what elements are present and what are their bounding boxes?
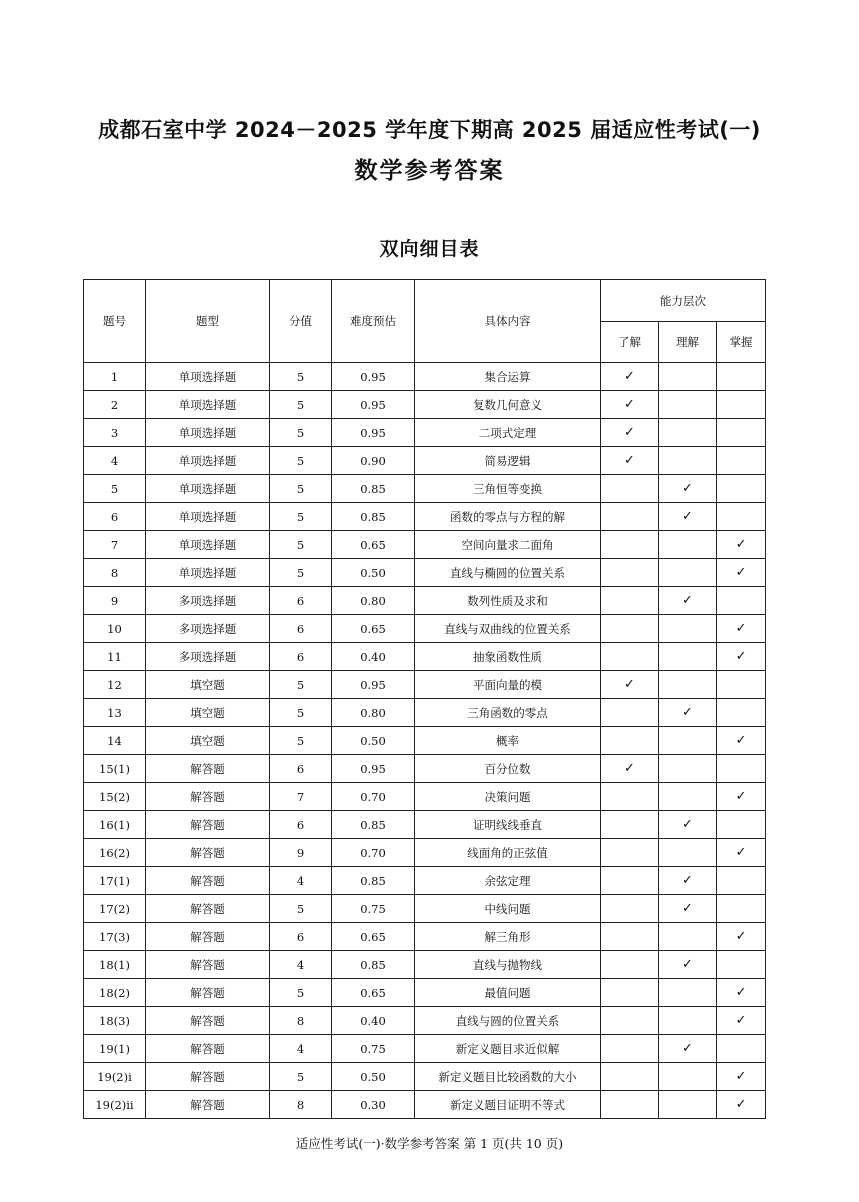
question-type-cell: 解答题 <box>146 1063 270 1091</box>
ability-level-cell <box>659 895 717 923</box>
difficulty-cell: 0.95 <box>332 755 415 783</box>
table-row <box>84 1007 766 1035</box>
check-mark-icon: ✓ <box>624 425 635 440</box>
difficulty-cell: 0.70 <box>332 839 415 867</box>
check-mark-icon: ✓ <box>735 649 747 664</box>
ability-level-cell <box>717 447 766 475</box>
ability-level-cell <box>659 671 717 699</box>
score-cell: 8 <box>270 1007 332 1035</box>
table-row <box>84 671 766 699</box>
ability-level-cell <box>717 475 766 503</box>
score-cell: 5 <box>270 559 332 587</box>
table-row <box>84 503 766 531</box>
question-number-cell: 15(2) <box>84 783 146 811</box>
question-number-cell: 19(1) <box>84 1035 146 1063</box>
check-mark-icon: ✓ <box>624 761 635 776</box>
table-row <box>84 615 766 643</box>
difficulty-cell: 0.95 <box>332 363 415 391</box>
ability-level-cell <box>601 1007 659 1035</box>
difficulty-cell: 0.50 <box>332 1063 415 1091</box>
content-cell: 直线与双曲线的位置关系 <box>415 615 601 643</box>
ability-level-cell <box>717 867 766 895</box>
check-mark-icon: ✓ <box>682 873 693 888</box>
question-number-cell: 6 <box>84 503 146 531</box>
question-type-cell: 解答题 <box>146 783 270 811</box>
question-type-cell: 多项选择题 <box>146 643 270 671</box>
ability-level-cell <box>659 951 717 979</box>
ability-level-cell <box>601 503 659 531</box>
question-number-cell: 18(1) <box>84 951 146 979</box>
difficulty-cell: 0.75 <box>332 895 415 923</box>
content-cell: 证明线线垂直 <box>415 811 601 839</box>
table-row <box>84 811 766 839</box>
ability-level-cell <box>717 587 766 615</box>
question-type-cell: 解答题 <box>146 755 270 783</box>
content-cell: 直线与椭圆的位置关系 <box>415 559 601 587</box>
question-type-cell: 单项选择题 <box>146 503 270 531</box>
ability-level-cell <box>601 531 659 559</box>
score-cell: 7 <box>270 783 332 811</box>
ability-level-cell <box>659 391 717 419</box>
content-cell: 中线问题 <box>415 895 601 923</box>
ability-level-cell <box>659 503 717 531</box>
ability-level-cell <box>717 811 766 839</box>
ability-level-cell <box>717 1063 766 1091</box>
check-mark-icon: ✓ <box>624 453 635 468</box>
question-number-cell: 1 <box>84 363 146 391</box>
score-cell: 5 <box>270 895 332 923</box>
difficulty-cell: 0.85 <box>332 475 415 503</box>
question-type-cell: 单项选择题 <box>146 559 270 587</box>
check-mark-icon: ✓ <box>682 705 693 720</box>
content-cell: 数列性质及求和 <box>415 587 601 615</box>
question-number-cell: 19(2)ⅱ <box>84 1091 146 1119</box>
ability-level-cell <box>717 531 766 559</box>
ability-level-cell <box>601 475 659 503</box>
answer-key-title: 数学参考答案 <box>354 158 505 184</box>
score-cell: 6 <box>270 755 332 783</box>
table-row <box>84 1035 766 1063</box>
score-cell: 5 <box>270 727 332 755</box>
question-number-cell: 12 <box>84 671 146 699</box>
score-cell: 5 <box>270 391 332 419</box>
content-cell: 新定义题目比较函数的大小 <box>415 1063 601 1091</box>
ability-level-cell <box>601 951 659 979</box>
question-type-cell: 解答题 <box>146 1091 270 1119</box>
check-mark-icon: ✓ <box>682 901 693 916</box>
page-footer: 适应性考试(一)·数学参考答案 第 1 页(共 10 页) <box>295 1136 564 1151</box>
header-difficulty: 难度预估 <box>332 280 415 363</box>
table-row <box>84 475 766 503</box>
check-mark-icon: ✓ <box>735 929 747 944</box>
ability-level-cell <box>601 447 659 475</box>
check-mark-icon: ✓ <box>624 397 635 412</box>
difficulty-cell: 0.30 <box>332 1091 415 1119</box>
score-cell: 6 <box>270 587 332 615</box>
ability-level-cell <box>659 643 717 671</box>
table-row <box>84 951 766 979</box>
ability-level-cell <box>601 391 659 419</box>
difficulty-cell: 0.40 <box>332 643 415 671</box>
check-mark-icon: ✓ <box>682 957 693 972</box>
table-body <box>84 363 766 1119</box>
score-cell: 4 <box>270 1035 332 1063</box>
content-cell: 新定义题目求近似解 <box>415 1035 601 1063</box>
ability-level-cell <box>717 615 766 643</box>
table-row <box>84 979 766 1007</box>
difficulty-cell: 0.70 <box>332 783 415 811</box>
difficulty-cell: 0.50 <box>332 727 415 755</box>
content-cell: 直线与圆的位置关系 <box>415 1007 601 1035</box>
ability-level-cell <box>659 727 717 755</box>
score-cell: 5 <box>270 503 332 531</box>
ability-level-cell <box>717 1091 766 1119</box>
question-number-cell: 13 <box>84 699 146 727</box>
ability-level-cell <box>717 951 766 979</box>
score-cell: 9 <box>270 839 332 867</box>
score-cell: 5 <box>270 419 332 447</box>
difficulty-cell: 0.50 <box>332 559 415 587</box>
ability-level-cell <box>659 531 717 559</box>
ability-level-cell <box>601 923 659 951</box>
table-title: 双向细目表 <box>379 238 480 260</box>
ability-level-cell <box>601 671 659 699</box>
ability-level-cell <box>601 1063 659 1091</box>
content-cell: 最值问题 <box>415 979 601 1007</box>
score-cell: 4 <box>270 951 332 979</box>
score-cell: 8 <box>270 1091 332 1119</box>
question-type-cell: 解答题 <box>146 979 270 1007</box>
ability-level-cell <box>659 447 717 475</box>
question-type-cell: 单项选择题 <box>146 531 270 559</box>
difficulty-cell: 0.65 <box>332 531 415 559</box>
score-cell: 5 <box>270 699 332 727</box>
ability-level-cell <box>601 699 659 727</box>
content-cell: 三角恒等变换 <box>415 475 601 503</box>
difficulty-cell: 0.85 <box>332 811 415 839</box>
question-number-cell: 9 <box>84 587 146 615</box>
question-type-cell: 单项选择题 <box>146 475 270 503</box>
content-cell: 直线与抛物线 <box>415 951 601 979</box>
difficulty-cell: 0.85 <box>332 951 415 979</box>
ability-level-cell <box>659 755 717 783</box>
question-number-cell: 18(3) <box>84 1007 146 1035</box>
check-mark-icon: ✓ <box>735 565 747 580</box>
header-type: 题型 <box>146 280 270 363</box>
question-type-cell: 填空题 <box>146 671 270 699</box>
ability-level-cell <box>601 419 659 447</box>
question-type-cell: 解答题 <box>146 1035 270 1063</box>
ability-level-cell <box>601 811 659 839</box>
check-mark-icon: ✓ <box>624 677 635 692</box>
ability-level-cell <box>717 727 766 755</box>
header-ability: 能力层次 <box>601 280 766 322</box>
ability-level-cell <box>659 699 717 727</box>
ability-level-cell <box>659 1091 717 1119</box>
difficulty-cell: 0.95 <box>332 419 415 447</box>
header-level-understand-basic: 了解 <box>601 322 659 363</box>
question-type-cell: 填空题 <box>146 727 270 755</box>
question-type-cell: 多项选择题 <box>146 587 270 615</box>
content-cell: 集合运算 <box>415 363 601 391</box>
check-mark-icon: ✓ <box>682 1041 693 1056</box>
check-mark-icon: ✓ <box>735 733 747 748</box>
content-cell: 余弦定理 <box>415 867 601 895</box>
question-number-cell: 10 <box>84 615 146 643</box>
table-row <box>84 363 766 391</box>
question-type-cell: 多项选择题 <box>146 615 270 643</box>
table-row <box>84 419 766 447</box>
question-number-cell: 8 <box>84 559 146 587</box>
question-type-cell: 解答题 <box>146 867 270 895</box>
score-cell: 5 <box>270 531 332 559</box>
content-cell: 抽象函数性质 <box>415 643 601 671</box>
content-cell: 三角函数的零点 <box>415 699 601 727</box>
ability-level-cell <box>659 363 717 391</box>
score-cell: 5 <box>270 671 332 699</box>
content-cell: 新定义题目证明不等式 <box>415 1091 601 1119</box>
score-cell: 6 <box>270 811 332 839</box>
check-mark-icon: ✓ <box>735 789 747 804</box>
question-type-cell: 解答题 <box>146 811 270 839</box>
table-row <box>84 447 766 475</box>
score-cell: 6 <box>270 923 332 951</box>
ability-level-cell <box>659 615 717 643</box>
score-cell: 5 <box>270 363 332 391</box>
ability-level-cell <box>601 1091 659 1119</box>
question-type-cell: 解答题 <box>146 923 270 951</box>
content-cell: 复数几何意义 <box>415 391 601 419</box>
difficulty-cell: 0.95 <box>332 391 415 419</box>
ability-level-cell <box>717 839 766 867</box>
ability-level-cell <box>717 979 766 1007</box>
ability-level-cell <box>601 895 659 923</box>
header-level-comprehend: 理解 <box>659 322 717 363</box>
table-row <box>84 391 766 419</box>
ability-level-cell <box>717 1035 766 1063</box>
table-row <box>84 755 766 783</box>
check-mark-icon: ✓ <box>682 509 693 524</box>
content-cell: 二项式定理 <box>415 419 601 447</box>
ability-level-cell <box>717 671 766 699</box>
content-cell: 解三角形 <box>415 923 601 951</box>
score-cell: 5 <box>270 447 332 475</box>
ability-level-cell <box>717 1007 766 1035</box>
check-mark-icon: ✓ <box>735 1013 747 1028</box>
table-row <box>84 923 766 951</box>
question-number-cell: 17(1) <box>84 867 146 895</box>
question-type-cell: 填空题 <box>146 699 270 727</box>
score-cell: 6 <box>270 615 332 643</box>
ability-level-cell <box>601 755 659 783</box>
difficulty-cell: 0.80 <box>332 587 415 615</box>
header-number: 题号 <box>84 280 146 363</box>
table-row <box>84 783 766 811</box>
ability-level-cell <box>659 1035 717 1063</box>
question-number-cell: 3 <box>84 419 146 447</box>
ability-level-cell <box>601 559 659 587</box>
score-cell: 5 <box>270 979 332 1007</box>
ability-level-cell <box>717 559 766 587</box>
question-number-cell: 16(1) <box>84 811 146 839</box>
question-type-cell: 解答题 <box>146 895 270 923</box>
ability-level-cell <box>601 727 659 755</box>
ability-level-cell <box>601 363 659 391</box>
content-cell: 函数的零点与方程的解 <box>415 503 601 531</box>
check-mark-icon: ✓ <box>735 985 747 1000</box>
check-mark-icon: ✓ <box>735 621 747 636</box>
ability-level-cell <box>659 839 717 867</box>
ability-level-cell <box>601 643 659 671</box>
check-mark-icon: ✓ <box>624 369 635 384</box>
check-mark-icon: ✓ <box>735 1097 747 1112</box>
ability-level-cell <box>717 783 766 811</box>
ability-level-cell <box>717 643 766 671</box>
difficulty-cell: 0.85 <box>332 867 415 895</box>
question-number-cell: 15(1) <box>84 755 146 783</box>
difficulty-cell: 0.90 <box>332 447 415 475</box>
difficulty-cell: 0.95 <box>332 671 415 699</box>
question-number-cell: 14 <box>84 727 146 755</box>
ability-level-cell <box>659 783 717 811</box>
ability-level-cell <box>659 1007 717 1035</box>
question-number-cell: 16(2) <box>84 839 146 867</box>
ability-level-cell <box>659 811 717 839</box>
ability-level-cell <box>659 587 717 615</box>
question-number-cell: 18(2) <box>84 979 146 1007</box>
content-cell: 概率 <box>415 727 601 755</box>
specification-table <box>83 279 766 1119</box>
difficulty-cell: 0.65 <box>332 615 415 643</box>
question-number-cell: 2 <box>84 391 146 419</box>
question-number-cell: 7 <box>84 531 146 559</box>
question-type-cell: 单项选择题 <box>146 447 270 475</box>
difficulty-cell: 0.80 <box>332 699 415 727</box>
table-row <box>84 559 766 587</box>
score-cell: 6 <box>270 643 332 671</box>
ability-level-cell <box>659 1063 717 1091</box>
ability-level-cell <box>601 1035 659 1063</box>
ability-level-cell <box>601 783 659 811</box>
ability-level-cell <box>717 923 766 951</box>
ability-level-cell <box>659 979 717 1007</box>
table-row <box>84 699 766 727</box>
check-mark-icon: ✓ <box>682 481 693 496</box>
ability-level-cell <box>601 615 659 643</box>
question-type-cell: 单项选择题 <box>146 419 270 447</box>
content-cell: 简易逻辑 <box>415 447 601 475</box>
ability-level-cell <box>601 867 659 895</box>
difficulty-cell: 0.40 <box>332 1007 415 1035</box>
ability-level-cell <box>717 391 766 419</box>
difficulty-cell: 0.65 <box>332 979 415 1007</box>
ability-level-cell <box>601 587 659 615</box>
ability-level-cell <box>717 363 766 391</box>
ability-level-cell <box>717 503 766 531</box>
question-number-cell: 19(2)ⅰ <box>84 1063 146 1091</box>
header-level-master: 掌握 <box>717 322 766 363</box>
table-row <box>84 895 766 923</box>
difficulty-cell: 0.85 <box>332 503 415 531</box>
ability-level-cell <box>659 419 717 447</box>
table-row <box>84 587 766 615</box>
question-number-cell: 4 <box>84 447 146 475</box>
check-mark-icon: ✓ <box>682 817 693 832</box>
exam-title: 成都石室中学 2024－2025 学年度下期高 2025 届适应性考试(一) <box>98 118 761 142</box>
ability-level-cell <box>659 867 717 895</box>
ability-level-cell <box>601 839 659 867</box>
header-content: 具体内容 <box>415 280 601 363</box>
score-cell: 5 <box>270 1063 332 1091</box>
ability-level-cell <box>717 419 766 447</box>
question-type-cell: 解答题 <box>146 951 270 979</box>
question-number-cell: 11 <box>84 643 146 671</box>
table-row <box>84 1091 766 1119</box>
ability-level-cell <box>659 559 717 587</box>
question-type-cell: 单项选择题 <box>146 363 270 391</box>
table-row <box>84 867 766 895</box>
table-row <box>84 1063 766 1091</box>
content-cell: 线面角的正弦值 <box>415 839 601 867</box>
difficulty-cell: 0.65 <box>332 923 415 951</box>
ability-level-cell <box>717 895 766 923</box>
table-row <box>84 643 766 671</box>
question-number-cell: 17(3) <box>84 923 146 951</box>
ability-level-cell <box>601 979 659 1007</box>
difficulty-cell: 0.75 <box>332 1035 415 1063</box>
question-type-cell: 解答题 <box>146 839 270 867</box>
check-mark-icon: ✓ <box>735 537 747 552</box>
question-number-cell: 5 <box>84 475 146 503</box>
question-number-cell: 17(2) <box>84 895 146 923</box>
table-row <box>84 727 766 755</box>
ability-level-cell <box>717 755 766 783</box>
content-cell: 空间向量求二面角 <box>415 531 601 559</box>
content-cell: 平面向量的模 <box>415 671 601 699</box>
content-cell: 决策问题 <box>415 783 601 811</box>
question-type-cell: 解答题 <box>146 1007 270 1035</box>
check-mark-icon: ✓ <box>735 845 747 860</box>
ability-level-cell <box>717 699 766 727</box>
question-type-cell: 单项选择题 <box>146 391 270 419</box>
header-score: 分值 <box>270 280 332 363</box>
content-cell: 百分位数 <box>415 755 601 783</box>
ability-level-cell <box>659 475 717 503</box>
table-row <box>84 531 766 559</box>
score-cell: 4 <box>270 867 332 895</box>
table-row <box>84 839 766 867</box>
ability-level-cell <box>659 923 717 951</box>
check-mark-icon: ✓ <box>735 1069 747 1084</box>
score-cell: 5 <box>270 475 332 503</box>
check-mark-icon: ✓ <box>682 593 693 608</box>
